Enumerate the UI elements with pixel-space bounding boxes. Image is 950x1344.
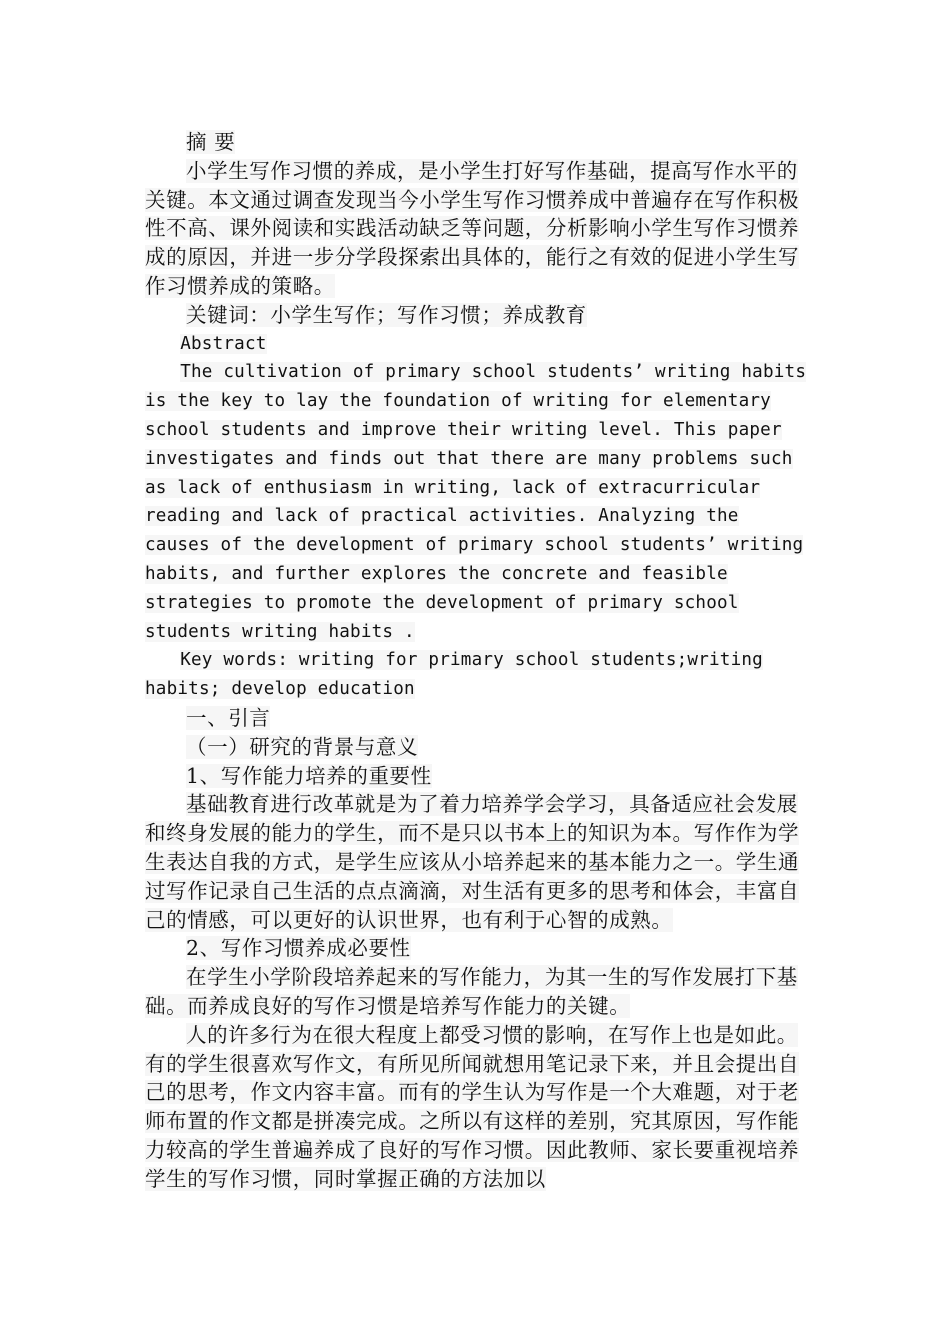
subsection-heading-background: （一）研究的背景与意义 xyxy=(186,734,419,759)
point-paragraph-2a: 在学生小学阶段培养起来的写作能力，为其一生的写作发展打下基础。而养成良好的写作习惯是培养写作能力的关键。 xyxy=(145,965,798,1018)
abstract-heading-cn: 摘 要 xyxy=(186,130,236,154)
abstract-heading-en: Abstract xyxy=(180,333,267,354)
point-paragraph-2b: 人的许多行为在很大程度上都受习惯的影响，在写作上也是如此。有的学生很喜欢写作文，有所见所闻就想用笔记录下来，并且会提出自己的思考，作文内容丰富。而有的学生认为写作是一个大难题，对于老师布置的作文都是拼凑完成。之所以有这样的差别，究其原因，写作能力较高的学生普遍养成了良好的写作习惯。因此教师、家长要重视培养学生的写作习惯，同时掌握正确的方法加以 xyxy=(145,1022,800,1191)
point-heading-1: 1、写作能力培养的重要性 xyxy=(186,763,432,788)
keywords-en: Key words: writing for primary school students;writing habits; develop education xyxy=(145,650,763,700)
abstract-paragraph-cn: 小学生写作习惯的养成，是小学生打好写作基础，提高写作水平的关键。本文通过调查发现当今小学生写作习惯养成中普遍存在写作积极性不高、课外阅读和实践活动缺乏等问题，分析影响小学生写作习惯养成的原因，并进一步分学段探索出具体的，能行之有效的促进小学生写作习惯养成的策略。 xyxy=(145,158,800,298)
point-paragraph-1: 基础教育进行改革就是为了着力培养学会学习，具备适应社会发展和终身发展的能力的学生，而不是只以书本上的知识为本。写作作为学生表达自我的方式，是学生应该从小培养起来的基本能力之一。学生通过写作记录自己生活的点点滴滴，对生活有更多的思考和体会，丰富自己的情感，可以更好的认识世界，也有利于心智的成熟。 xyxy=(145,792,800,932)
abstract-paragraph-en: The cultivation of primary school students’ writing habits is the key to lay the foundation of writing for elementary school students and improve their writing level. This paper investigates and finds out that there are many problems such as lack of enthusiasm in writing, lack of extracurricular reading and lack of practical activities. Analyzing the causes of the development of primary school students’ writing habits, and further explores the concrete and feasible strategies to promote the development of primary school students writing habits . xyxy=(145,362,807,642)
keywords-cn: 关键词：小学生写作；写作习惯；养成教育 xyxy=(186,302,587,327)
document-page xyxy=(145,128,810,1193)
section-heading-introduction: 一、引言 xyxy=(186,705,271,730)
point-heading-2: 2、写作习惯养成必要性 xyxy=(186,936,411,961)
